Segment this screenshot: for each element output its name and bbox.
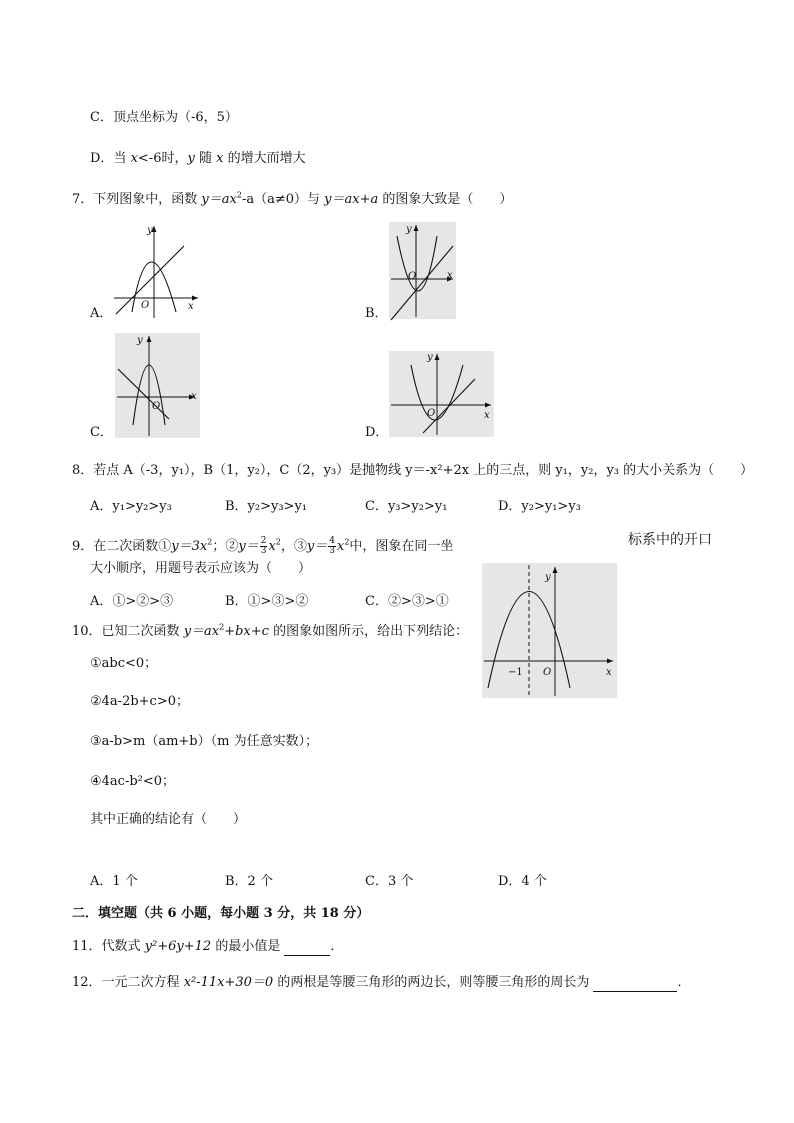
q9-line2: 大小顺序，用题号表示应该为（ ） <box>90 561 312 576</box>
q12-answer-blank[interactable] <box>593 973 677 992</box>
q10-option-a: A．1 个 <box>90 874 138 889</box>
q6-option-c: C．顶点坐标为（-6，5） <box>90 110 238 125</box>
svg-text:x: x <box>191 391 197 402</box>
q8-option-c: C．y₃>y₂>y₁ <box>365 499 448 514</box>
q9-option-c: C．②>③>① <box>365 594 449 609</box>
q9-stem-right: 标系中的开口 <box>628 532 712 548</box>
svg-text:y: y <box>147 225 153 236</box>
svg-text:O: O <box>152 401 161 412</box>
q12-stem: 12．一元二次方程 x²-11x+30＝0 的两根是等腰三角形的两边长，则等腰三角形的周长为 ． <box>72 975 691 990</box>
q8-option-d: D．y₂>y₁>y₃ <box>498 499 581 514</box>
svg-text:O: O <box>427 408 436 419</box>
svg-text:y: y <box>545 572 551 583</box>
svg-text:x: x <box>447 270 453 281</box>
q10-conclusion-1: ①abc<0； <box>90 656 158 671</box>
q10-conclusion-3: ③a-b>m（am+b）（m 为任意实数）； <box>90 734 319 749</box>
section-title-fill-in: 二．填空题（共 6 小题，每小题 3 分，共 18 分） <box>72 906 370 921</box>
q10-option-b: B．2 个 <box>225 874 273 889</box>
q7-label-c: C． <box>90 425 113 440</box>
q10-option-d: D．4 个 <box>498 874 547 889</box>
svg-text:O: O <box>408 271 417 282</box>
q10-stem: 10．已知二次函数 $y=ax^2+bx+c$ 的图象如图所示，给出下列结论： <box>72 622 469 639</box>
q7-label-b: B． <box>365 306 388 321</box>
svg-text:y: y <box>137 335 143 346</box>
q10-graph <box>482 563 617 698</box>
q10-option-c: C．3 个 <box>365 874 414 889</box>
q7-label-d: D． <box>365 425 389 440</box>
svg-text:x: x <box>188 301 194 312</box>
q9-option-a: A．①>②>③ <box>90 594 174 609</box>
svg-text:y: y <box>406 224 412 235</box>
q10-conclusion-2: ②4a-2b+c>0； <box>90 694 189 709</box>
q9-stem: 9．在二次函数$①y=3x^2$；②y＝ $\frac{2}{3}$ $x^2$，③y＝ $\frac{4}{3}$ $x^2$中，图象在同一坐 <box>72 536 454 556</box>
q10-conclusion-4: ④4ac-b²<0； <box>90 774 176 789</box>
svg-text:−1: −1 <box>508 667 523 678</box>
q8-stem: 8．若点 A（-3，y₁），B（1，y₂），C（2，y₃）是抛物线 y＝-x²+2x 上的三点，则 y₁，y₂，y₃ 的大小关系为（ ） <box>72 463 754 478</box>
q8-option-a: A．y₁>y₂>y₃ <box>90 499 172 514</box>
svg-text:y: y <box>427 352 433 363</box>
svg-text:x: x <box>484 410 490 421</box>
q7-graph-a <box>112 222 202 320</box>
q9-option-b: B．①>③>② <box>225 594 309 609</box>
q7-label-a: A． <box>90 306 113 321</box>
q6-option-d: D．当 x<-6时，y 随 x 的增大而增大 <box>90 151 306 166</box>
q10-ask: 其中正确的结论有（ ） <box>90 812 247 827</box>
svg-text:O: O <box>543 667 552 678</box>
q7-stem: 7．下列图象中，函数 $y=ax^2-a(a\ne 0)$与 y＝ax+a 的图象大致是（ ） <box>72 190 513 207</box>
svg-text:x: x <box>606 667 612 678</box>
q11-stem: 11．代数式 y²+6y+12 的最小值是 ． <box>72 939 344 954</box>
q7-graph-b <box>389 222 456 319</box>
q7-graph-c <box>115 333 200 438</box>
q11-answer-blank[interactable] <box>284 937 330 956</box>
svg-text:O: O <box>141 300 150 311</box>
q8-option-b: B．y₂>y₃>y₁ <box>225 499 308 514</box>
q7-graph-d <box>389 351 494 437</box>
